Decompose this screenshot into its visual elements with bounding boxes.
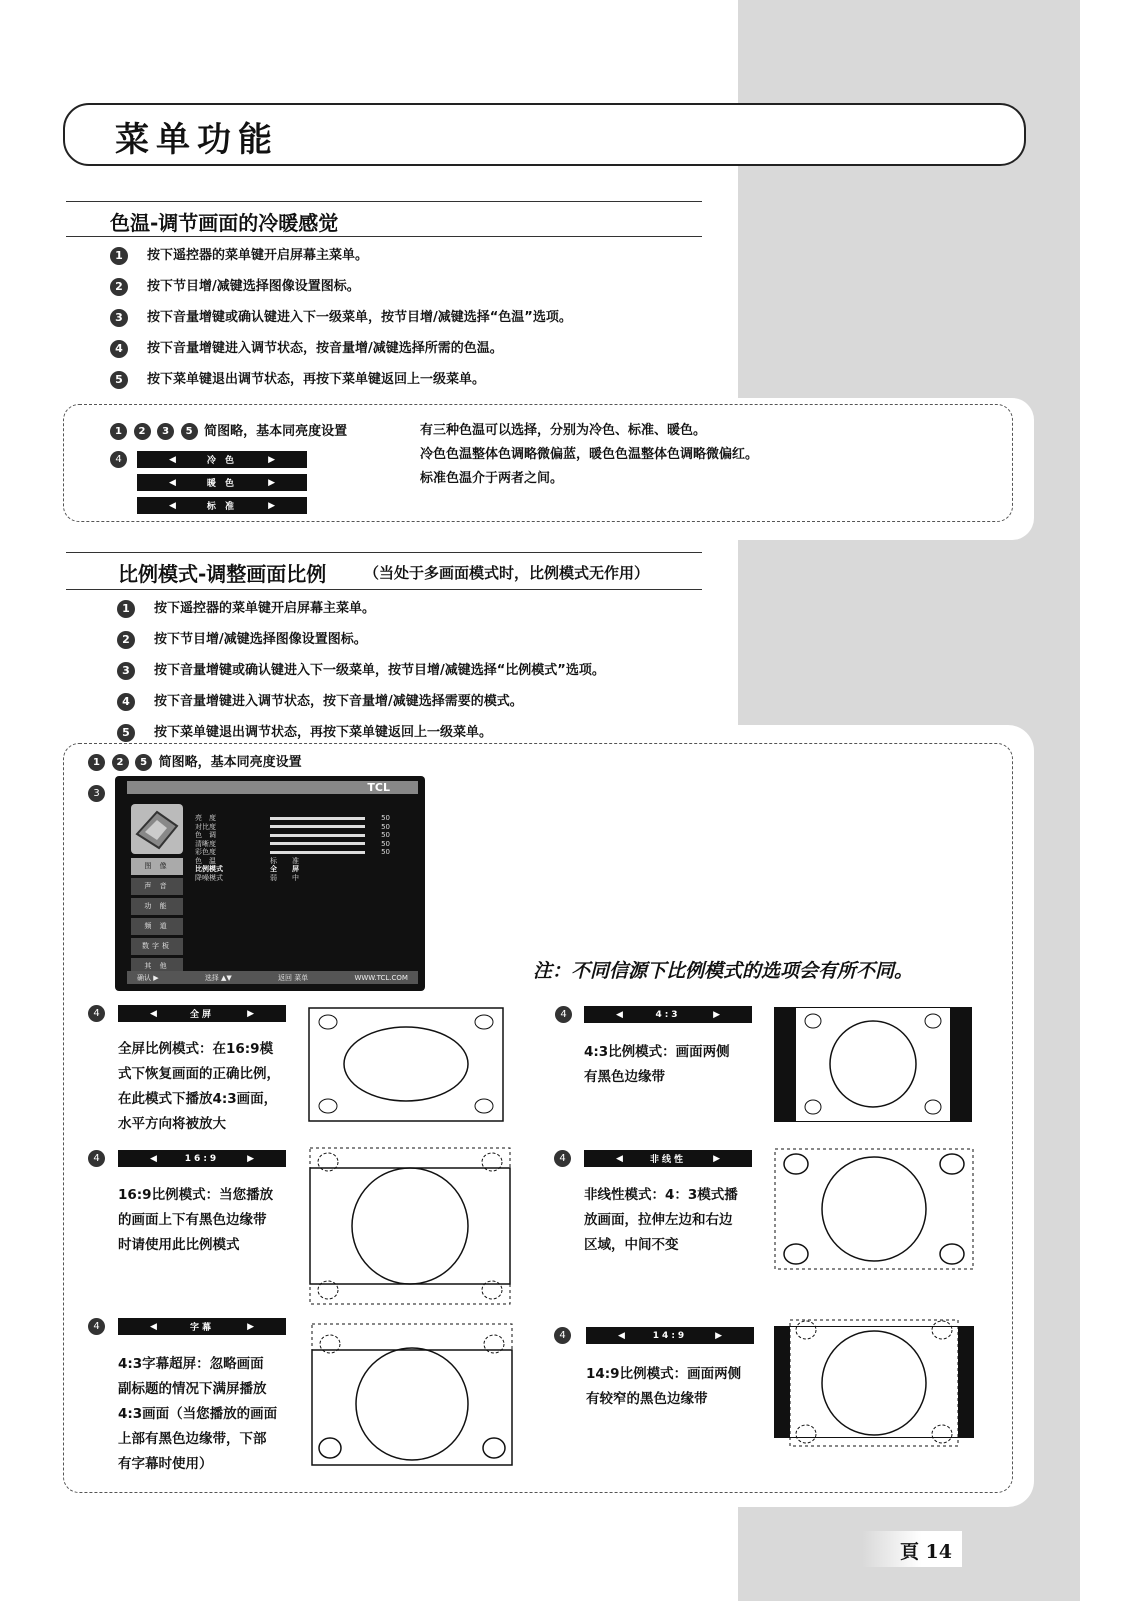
step-number: 1	[110, 423, 127, 440]
tv-menu-row	[195, 814, 410, 823]
caption-line: 16:9比例模式：当您播放	[118, 1187, 274, 1203]
arrow-left-icon: ◀	[169, 477, 176, 488]
step-text: 按下节目增/减键选择图像设置图标。	[147, 279, 360, 294]
tv-item-label: 彩色度	[195, 848, 216, 856]
tv-tab-digital: 数字板	[131, 938, 183, 955]
step-number: 5	[181, 423, 198, 440]
step-number: 4	[110, 340, 128, 358]
color-temp-box-label	[110, 420, 347, 440]
step-number: 4	[110, 451, 127, 468]
tv-menu-row	[195, 840, 410, 849]
tv-menu-tabs	[131, 858, 183, 978]
arrow-left-icon: ◀	[616, 1153, 623, 1164]
aspect-steps	[117, 598, 605, 753]
mode-caption-subtitle	[118, 1352, 277, 1477]
arrow-left-icon: ◀	[150, 1153, 157, 1164]
arrow-left-icon: ◀	[618, 1330, 625, 1341]
color-temp-steps	[110, 245, 572, 400]
arrow-right-icon: ▶	[247, 1008, 254, 1019]
color-temp-heading-text: 色温-调节画面的冷暖感觉	[110, 211, 339, 235]
tv-footer-hint: 返回 菜单	[278, 973, 309, 982]
caption-line: 时请使用此比例模式	[118, 1237, 240, 1253]
tv-item-value: 50	[381, 848, 390, 856]
step-number: 2	[134, 423, 151, 440]
tv-item-label: 亮 度	[195, 814, 216, 822]
step-number: 4	[88, 1318, 105, 1335]
tv-menu-footer	[127, 971, 418, 984]
tv-menu-row	[195, 874, 410, 883]
step-number: 1	[88, 754, 105, 771]
tv-item-label: 色 调	[195, 831, 216, 839]
arrow-left-icon: ◀	[616, 1009, 623, 1020]
mode-label: 14:9	[652, 1330, 688, 1341]
step-number: 4	[117, 693, 135, 711]
tv-menu-items	[195, 814, 410, 882]
tv-tab-function: 功 能	[131, 898, 183, 915]
arrow-right-icon: ▶	[247, 1321, 254, 1332]
mode-bar-fullscreen	[118, 1005, 286, 1022]
caption-line: 水平方向将被放大	[118, 1116, 226, 1132]
tv-tab-picture: 图 像	[131, 858, 183, 875]
step-number: 5	[117, 724, 135, 742]
option-label: 暖 色	[206, 479, 238, 489]
tv-menu-row	[195, 823, 410, 832]
color-temp-option-bar	[137, 451, 307, 468]
aspect-heading-note: （当处于多画面模式时，比例模式无作用）	[364, 564, 650, 582]
arrow-left-icon: ◀	[150, 1321, 157, 1332]
mode-bar-subtitle	[118, 1318, 286, 1335]
step-number: 4	[88, 1150, 105, 1167]
tv-item-label: 降噪模式	[195, 873, 223, 882]
tv-footer-hint: 选择 ▲▼	[204, 973, 232, 982]
step-number: 4	[554, 1327, 571, 1344]
step-text: 按下音量增键或确认键进入下一级菜单，按节目增/减键选择“比例模式”选项。	[154, 663, 605, 678]
step-number: 4	[555, 1006, 572, 1023]
tv-item-label: 对比度	[195, 822, 216, 831]
step-text: 按下音量增键或确认键进入下一级菜单，按节目增/减键选择“色温”选项。	[147, 310, 572, 325]
color-temp-description	[420, 419, 758, 491]
mode-bar-4-3	[584, 1006, 752, 1023]
option-label: 标 准	[206, 502, 238, 512]
tv-item-label: 清晰度	[195, 839, 216, 848]
step-item	[117, 598, 605, 629]
step-number: 2	[110, 278, 128, 296]
step-text: 按下音量增键进入调节状态，按音量增/减键选择所需的色温。	[147, 341, 503, 356]
mode-bar-16-9	[118, 1150, 286, 1167]
caption-line: 有黑色边缘带	[584, 1069, 665, 1085]
mode-caption-fullscreen	[118, 1037, 280, 1137]
color-temp-option-bar	[137, 497, 307, 514]
step-number: 4	[554, 1150, 571, 1167]
caption-line: 在此模式下播放4:3画面，	[118, 1091, 278, 1107]
aspect-note: 注：不同信源下比例模式的选项会有所不同。	[533, 960, 914, 982]
picture-settings-icon	[131, 804, 183, 854]
step-number: 3	[88, 785, 105, 802]
tv-item-value: 50	[381, 822, 390, 831]
tv-menu-row	[195, 831, 410, 840]
tv-footer-hint: 确认 ▶	[137, 973, 159, 982]
mode-label: 非线性	[649, 1155, 686, 1165]
step-number: 3	[117, 662, 135, 680]
tv-item-value: 50	[381, 814, 390, 822]
step-item	[117, 691, 605, 722]
step-item	[117, 660, 605, 691]
fullscreen-diagram	[308, 1007, 504, 1122]
tv-menu-row-selected	[195, 865, 410, 874]
caption-line: 4:3比例模式：画面两侧	[584, 1044, 730, 1060]
caption-line: 区域，中间不变	[584, 1237, 679, 1253]
step-number: 4	[88, 1005, 105, 1022]
option-label: 冷 色	[206, 456, 238, 466]
tv-item-label: 色 温	[195, 856, 216, 865]
tv-item-label: 比例模式	[195, 865, 223, 873]
tv-menu-row	[195, 848, 410, 857]
subtitle-diagram	[310, 1322, 514, 1467]
caption-line: 非线性模式：4：3模式播	[584, 1187, 738, 1203]
step-item	[110, 245, 572, 276]
arrow-right-icon: ▶	[713, 1153, 720, 1164]
caption-line: 14:9比例模式：画面两侧	[586, 1366, 742, 1382]
aspect-box-label	[88, 751, 302, 771]
step-number: 3	[110, 309, 128, 327]
arrow-right-icon: ▶	[268, 454, 275, 465]
caption-line: 放画面，拉伸左边和右边	[584, 1212, 733, 1228]
step-text: 按下菜单键退出调节状态，再按下菜单键返回上一级菜单。	[147, 372, 486, 387]
step-item	[117, 629, 605, 660]
tv-item-bar	[270, 825, 365, 828]
ratio-14-9-diagram	[774, 1318, 974, 1448]
tv-tab-channel: 频 道	[131, 918, 183, 935]
mode-label: 字幕	[189, 1323, 214, 1333]
arrow-right-icon: ▶	[268, 500, 275, 511]
color-temp-option-bar	[137, 474, 307, 491]
tv-item-option: 弱 中	[270, 873, 303, 882]
tv-tab-sound: 声 音	[131, 878, 183, 895]
arrow-right-icon: ▶	[715, 1330, 722, 1341]
tv-item-bar	[270, 851, 365, 854]
box-label-text: 简图略，基本同亮度设置	[158, 755, 302, 770]
arrow-left-icon: ◀	[169, 500, 176, 511]
tv-item-value: 50	[381, 831, 390, 839]
aspect-heading-text: 比例模式-调整画面比例	[118, 562, 327, 586]
mode-label: 4:3	[655, 1009, 681, 1020]
ratio-16-9-diagram	[308, 1146, 512, 1306]
step-text: 按下菜单键退出调节状态，再按下菜单键返回上一级菜单。	[154, 725, 493, 740]
step-number: 2	[112, 754, 129, 771]
arrow-right-icon: ▶	[713, 1009, 720, 1020]
aspect-heading	[66, 552, 702, 590]
nonlinear-diagram	[774, 1148, 974, 1270]
step-item	[110, 369, 572, 400]
step-number: 5	[110, 371, 128, 389]
caption-line: 有较窄的黑色边缘带	[586, 1391, 708, 1407]
step-number: 1	[110, 247, 128, 265]
step-text: 按下遥控器的菜单键开启屏幕主菜单。	[154, 601, 376, 616]
caption-line: 4:3画面（当您播放的画面	[118, 1406, 278, 1422]
mode-caption-4-3	[584, 1040, 730, 1090]
arrow-left-icon: ◀	[169, 454, 176, 465]
caption-line: 副标题的情况下满屏播放	[118, 1381, 267, 1397]
description-line: 有三种色温可以选择，分别为冷色、标准、暖色。	[420, 423, 707, 438]
page-title: 菜单功能	[115, 120, 279, 160]
description-line: 冷色色温整体色调略微偏蓝，暖色色温整体色调略微偏红。	[420, 447, 759, 462]
step-text: 按下音量增键进入调节状态，按下音量增/减键选择需要的模式。	[154, 694, 523, 709]
arrow-right-icon: ▶	[247, 1153, 254, 1164]
mode-label: 16:9	[184, 1153, 220, 1164]
tv-item-option: 全 屏	[270, 865, 303, 873]
tv-footer-url: WWW.TCL.COM	[354, 973, 408, 982]
box-label-text: 简图略，基本同亮度设置	[204, 424, 348, 439]
page-number: 頁 14	[899, 1541, 952, 1563]
arrow-right-icon: ▶	[268, 477, 275, 488]
caption-line: 上部有黑色边缘带，下部	[118, 1431, 267, 1447]
description-line: 标准色温介于两者之间。	[420, 471, 564, 486]
mode-label: 全屏	[189, 1010, 214, 1020]
tv-item-value: 50	[381, 839, 390, 848]
arrow-left-icon: ◀	[150, 1008, 157, 1019]
step-text: 按下遥控器的菜单键开启屏幕主菜单。	[147, 248, 369, 263]
tv-tab-other: 其 他	[131, 958, 183, 975]
step-number: 1	[117, 600, 135, 618]
tv-item-bar	[270, 842, 365, 845]
caption-line: 4:3字幕超屏：忽略画面	[118, 1356, 264, 1372]
tv-menu-header	[127, 781, 418, 794]
step-item	[110, 276, 572, 307]
page-title-box	[63, 103, 1026, 166]
step-number: 2	[117, 631, 135, 649]
mode-caption-nonlinear	[584, 1183, 738, 1258]
mode-caption-14-9	[586, 1362, 741, 1412]
step-text: 按下节目增/减键选择图像设置图标。	[154, 632, 367, 647]
caption-line: 式下恢复画面的正确比例，	[118, 1066, 280, 1082]
ratio-4-3-diagram	[774, 1007, 972, 1122]
mode-caption-16-9	[118, 1183, 273, 1258]
tv-menu-row	[195, 857, 410, 866]
step-number: 5	[135, 754, 152, 771]
tv-brand-logo: TCL	[367, 781, 390, 794]
caption-line: 有字幕时使用）	[118, 1456, 213, 1472]
step-number: 3	[157, 423, 174, 440]
mode-bar-14-9	[586, 1327, 754, 1344]
tv-item-option: 标 准	[270, 856, 303, 865]
color-temp-heading	[66, 201, 702, 237]
tv-menu-screenshot	[115, 776, 425, 991]
caption-line: 的画面上下有黑色边缘带	[118, 1212, 267, 1228]
step-item	[110, 338, 572, 369]
tv-item-bar	[270, 834, 365, 837]
step-item	[110, 307, 572, 338]
mode-bar-nonlinear	[584, 1150, 752, 1167]
tv-item-bar	[270, 817, 365, 820]
page-number-box	[862, 1531, 962, 1567]
caption-line: 全屏比例模式：在16:9模	[118, 1041, 274, 1057]
